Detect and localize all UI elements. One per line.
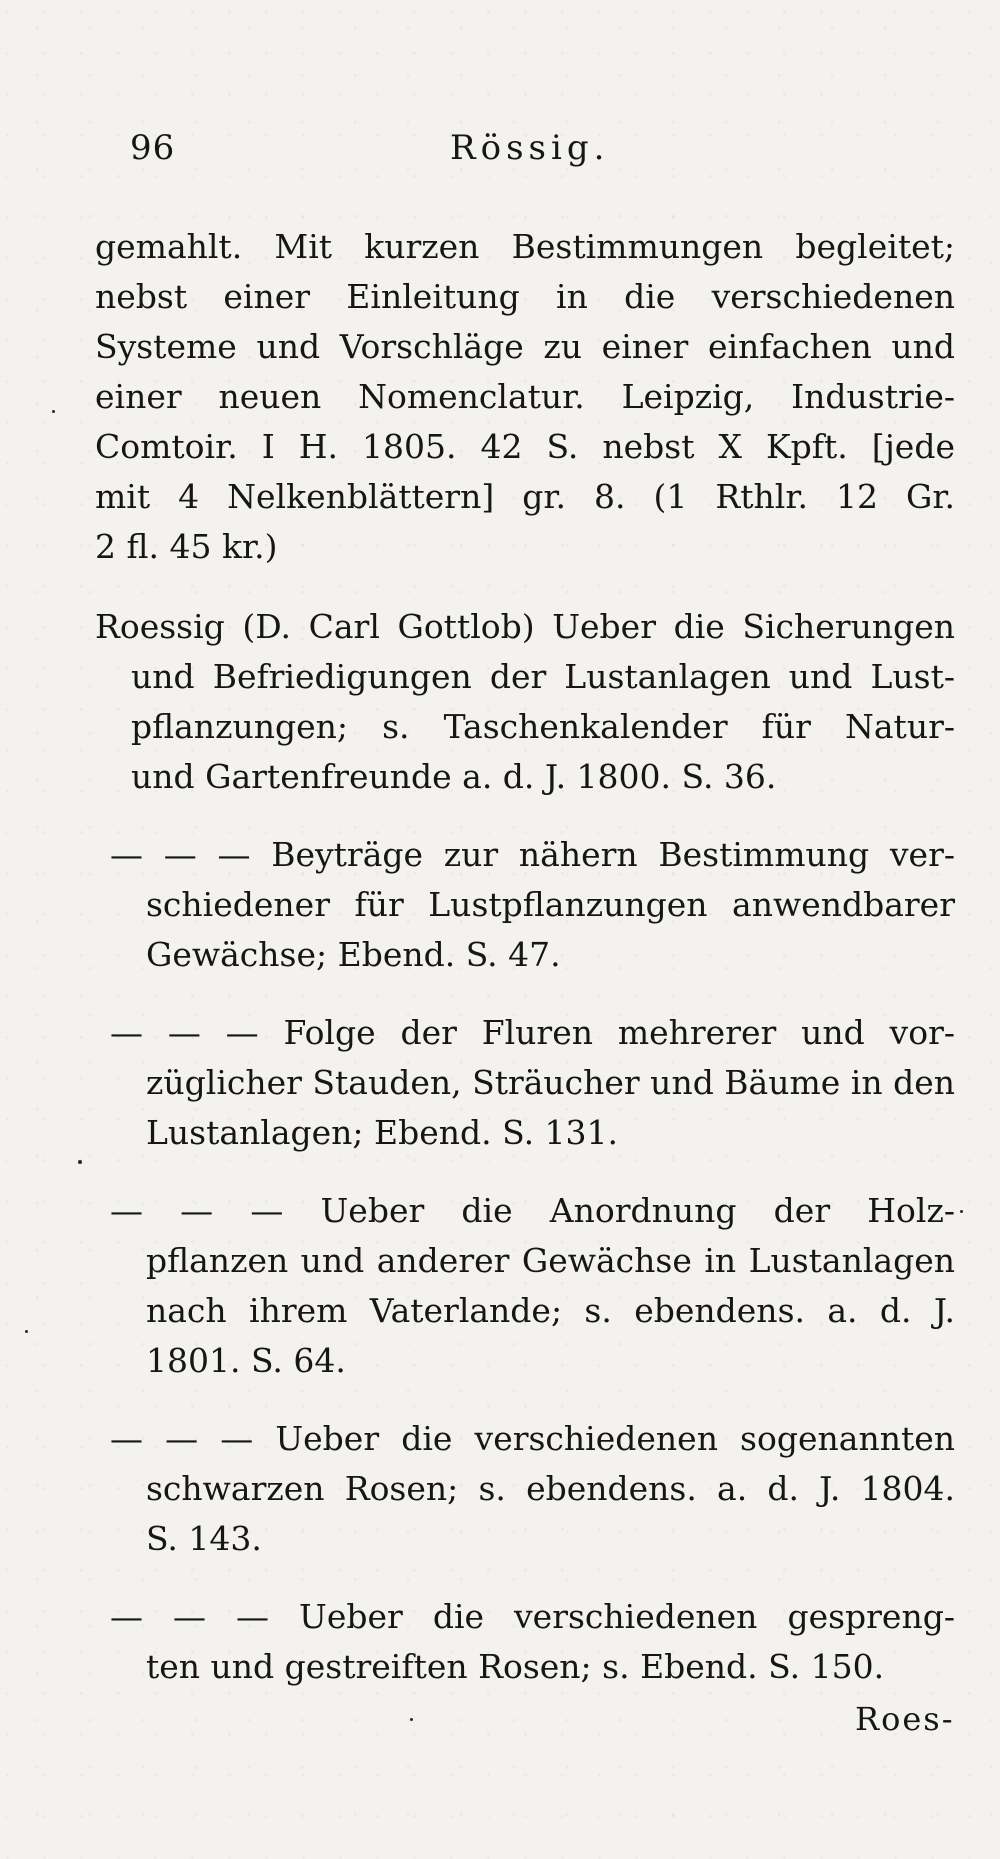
bibliography-entry	[95, 222, 955, 572]
ink-speck	[52, 410, 55, 413]
text-line: — — — Ueber die Anordnung der Holz-	[110, 1191, 955, 1230]
catchword: Roes-	[855, 1700, 955, 1738]
bibliography-text	[95, 222, 955, 1692]
ink-speck	[960, 1210, 963, 1213]
text-line: pflanzungen; s. Taschenkalender für Natur-	[131, 707, 955, 746]
text-line: und Gartenfreunde a. d. J. 1800. S. 36.	[131, 757, 777, 796]
text-line: — — — Folge der Fluren mehrerer und vor-	[110, 1013, 955, 1052]
text-line: einer neuen Nomenclatur. Leipzig, Industrie-	[95, 377, 955, 416]
text-line: Comtoir. I H. 1805. 42 S. nebst X Kpft. [jede	[95, 427, 955, 466]
text-line: schiedener für Lustpflanzungen anwendbarer	[146, 885, 955, 924]
text-line: Gewächse; Ebend. S. 47.	[146, 935, 561, 974]
ink-speck	[410, 1718, 413, 1721]
text-line: mit 4 Nelkenblättern] gr. 8. (1 Rthlr. 12 Gr.	[95, 477, 955, 516]
text-line: schwarzen Rosen; s. ebendens. a. d. J. 1804.	[146, 1469, 955, 1508]
text-line: nach ihrem Vaterlande; s. ebendens. a. d. J.	[146, 1291, 955, 1330]
text-line: und Befriedigungen der Lustanlagen und Lust-	[131, 657, 955, 696]
bibliography-entry	[95, 602, 955, 802]
text-line: — — — Ueber die verschiedenen gespreng-	[110, 1597, 955, 1636]
ink-speck	[78, 1160, 82, 1164]
text-line: — — — Beyträge zur nähern Bestimmung ver-	[110, 835, 955, 874]
text-line: pflanzen und anderer Gewächse in Lustanlagen	[146, 1241, 955, 1280]
bibliography-entry	[110, 1186, 955, 1386]
text-line: züglicher Stauden, Sträucher und Bäume in den	[146, 1063, 955, 1102]
text-line: gemahlt. Mit kurzen Bestimmungen begleitet;	[95, 227, 955, 266]
bibliography-entry	[110, 830, 955, 980]
text-line: 1801. S. 64.	[146, 1341, 346, 1380]
ink-speck	[25, 1330, 28, 1333]
text-line: ten und gestreiften Rosen; s. Ebend. S. 150.	[146, 1647, 885, 1686]
bibliography-entry	[110, 1592, 955, 1692]
text-line: nebst einer Einleitung in die verschiedenen	[95, 277, 955, 316]
bibliography-entry	[110, 1008, 955, 1158]
text-line: S. 143.	[146, 1519, 262, 1558]
page-number: 96	[130, 128, 176, 168]
text-line: Systeme und Vorschläge zu einer einfachen und	[95, 327, 955, 366]
text-line: 2 fl. 45 kr.)	[95, 527, 278, 566]
text-line: Lustanlagen; Ebend. S. 131.	[146, 1113, 619, 1152]
page-header	[130, 128, 850, 178]
text-line: — — — Ueber die verschiedenen sogenannten	[110, 1419, 955, 1458]
running-head: Rössig.	[450, 128, 610, 168]
text-line: Roessig (D. Carl Gottlob) Ueber die Sicherungen	[95, 607, 955, 646]
bibliography-entry	[110, 1414, 955, 1564]
